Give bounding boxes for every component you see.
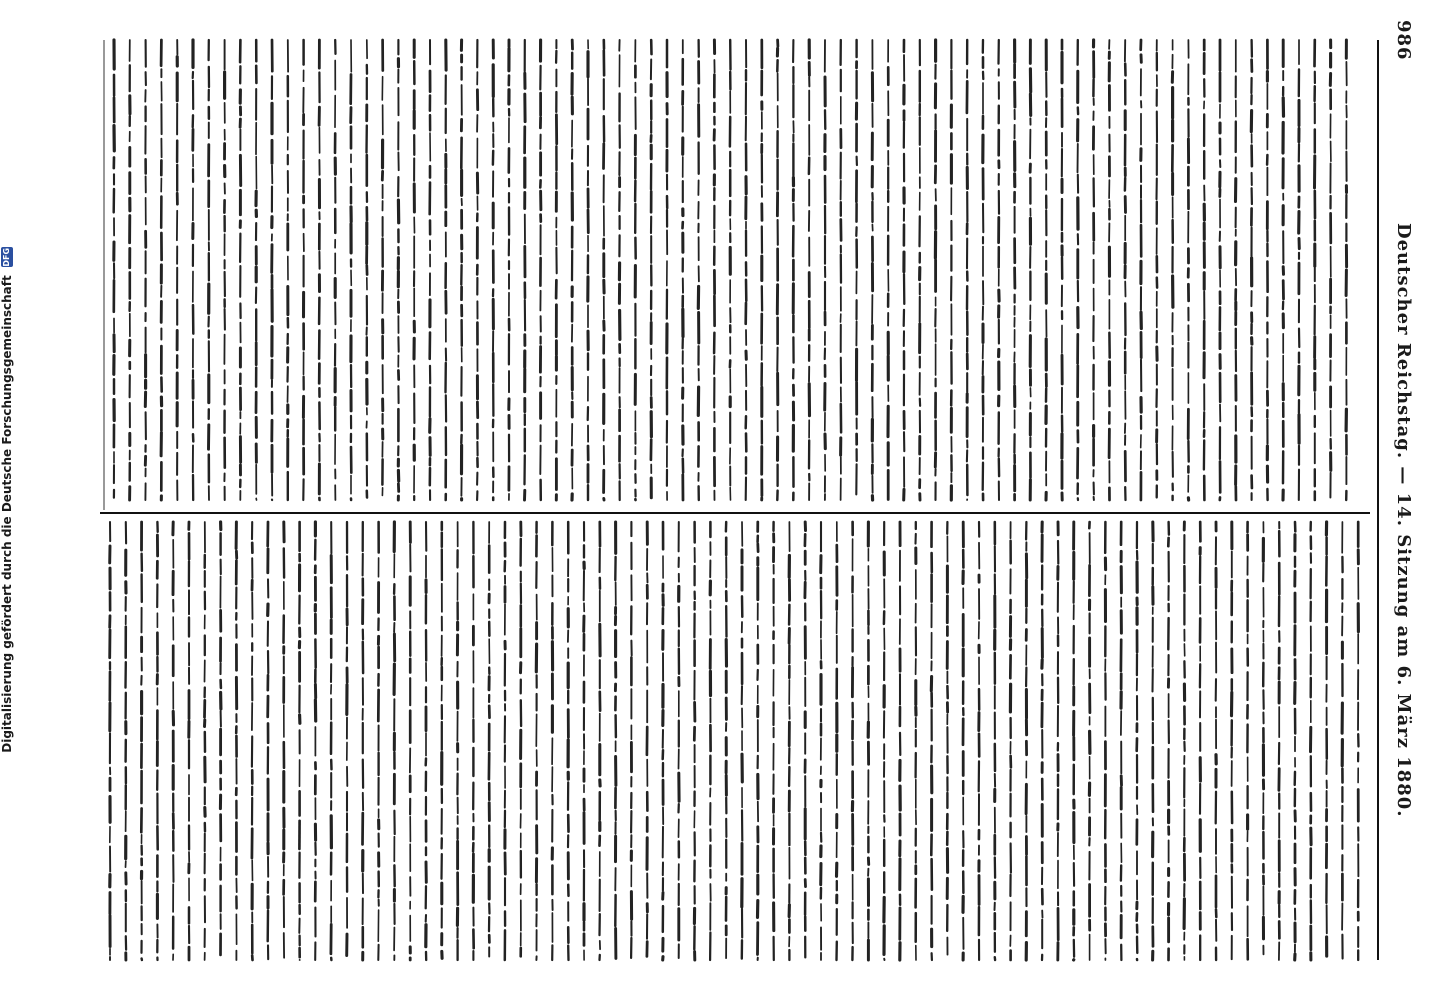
digitization-imprint-line bbox=[0, 30, 14, 970]
dfg-logo: DFG bbox=[2, 247, 11, 267]
column-top-right bbox=[114, 40, 1347, 500]
imprint-text: Digitalisierung gefördert durch die Deutsche Forschungsgemeinschaft bbox=[0, 275, 14, 753]
column-left bbox=[110, 522, 1359, 960]
page-number: 986 bbox=[1393, 20, 1414, 61]
page-title: Deutscher Reichstag. — 14. Sitzung am 6. März 1880. bbox=[1393, 223, 1414, 818]
running-header-line bbox=[1393, 20, 1414, 980]
